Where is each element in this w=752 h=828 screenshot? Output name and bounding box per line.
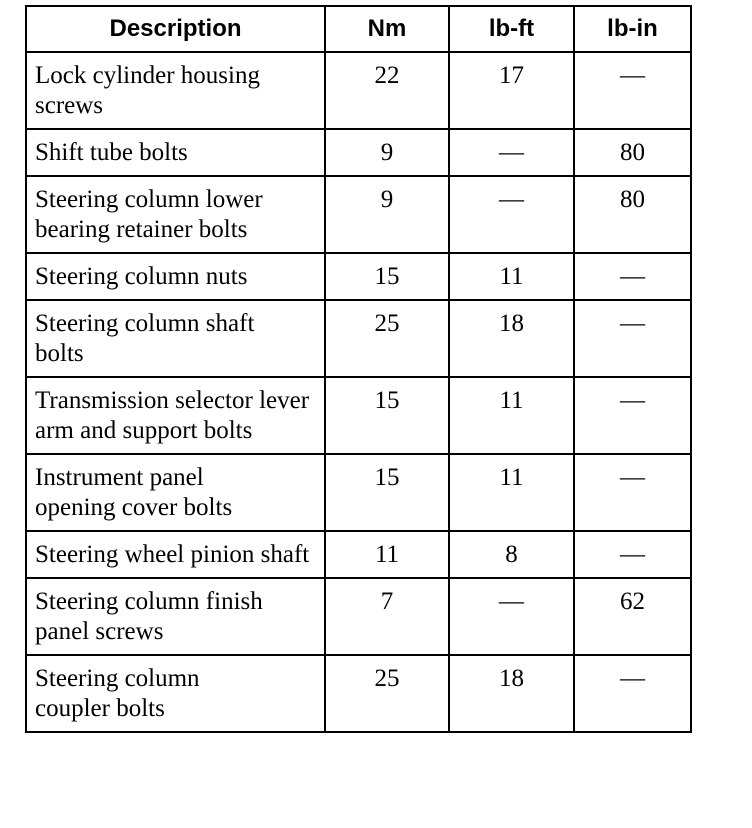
cell-nm: 9: [325, 129, 449, 176]
cell-lb-in: —: [574, 454, 691, 531]
table-header: [26, 6, 691, 52]
torque-spec-table: [25, 5, 692, 733]
cell-lb-in: —: [574, 253, 691, 300]
cell-description: Lock cylinder housing screws: [26, 52, 325, 129]
cell-lb-ft: 18: [449, 300, 574, 377]
cell-lb-ft: 11: [449, 253, 574, 300]
header-description: Description: [26, 6, 325, 52]
cell-description: Instrument panel opening cover bolts: [26, 454, 325, 531]
cell-lb-in: 80: [574, 129, 691, 176]
cell-description: Transmission selector lever arm and support bolts: [26, 377, 325, 454]
cell-lb-in: —: [574, 531, 691, 578]
cell-lb-in: —: [574, 655, 691, 732]
cell-nm: 15: [325, 377, 449, 454]
cell-description: Steering wheel pinion shaft: [26, 531, 325, 578]
cell-lb-in: 62: [574, 578, 691, 655]
table-row: [26, 300, 691, 377]
cell-lb-ft: 18: [449, 655, 574, 732]
cell-lb-ft: 11: [449, 377, 574, 454]
cell-description: Steering column coupler bolts: [26, 655, 325, 732]
cell-nm: 25: [325, 655, 449, 732]
cell-nm: 15: [325, 253, 449, 300]
header-row: [26, 6, 691, 52]
cell-description: Steering column finish panel screws: [26, 578, 325, 655]
table-row: [26, 531, 691, 578]
table-body: [26, 52, 691, 732]
cell-description: Steering column nuts: [26, 253, 325, 300]
table-row: [26, 52, 691, 129]
cell-nm: 9: [325, 176, 449, 253]
cell-lb-ft: 17: [449, 52, 574, 129]
cell-lb-in: —: [574, 377, 691, 454]
cell-nm: 11: [325, 531, 449, 578]
header-nm: Nm: [325, 6, 449, 52]
cell-description: Shift tube bolts: [26, 129, 325, 176]
cell-lb-ft: 8: [449, 531, 574, 578]
table-row: [26, 578, 691, 655]
cell-lb-ft: 11: [449, 454, 574, 531]
cell-lb-in: —: [574, 52, 691, 129]
cell-description: Steering column lower bearing retainer bolts: [26, 176, 325, 253]
cell-nm: 25: [325, 300, 449, 377]
cell-nm: 7: [325, 578, 449, 655]
table-row: [26, 377, 691, 454]
header-lb-ft: lb-ft: [449, 6, 574, 52]
table-row: [26, 129, 691, 176]
cell-lb-in: —: [574, 300, 691, 377]
table-row: [26, 253, 691, 300]
cell-lb-ft: —: [449, 129, 574, 176]
cell-nm: 15: [325, 454, 449, 531]
cell-description: Steering column shaft bolts: [26, 300, 325, 377]
header-lb-in: lb-in: [574, 6, 691, 52]
cell-lb-in: 80: [574, 176, 691, 253]
cell-nm: 22: [325, 52, 449, 129]
cell-lb-ft: —: [449, 176, 574, 253]
cell-lb-ft: —: [449, 578, 574, 655]
table-row: [26, 176, 691, 253]
table-row: [26, 655, 691, 732]
table-row: [26, 454, 691, 531]
